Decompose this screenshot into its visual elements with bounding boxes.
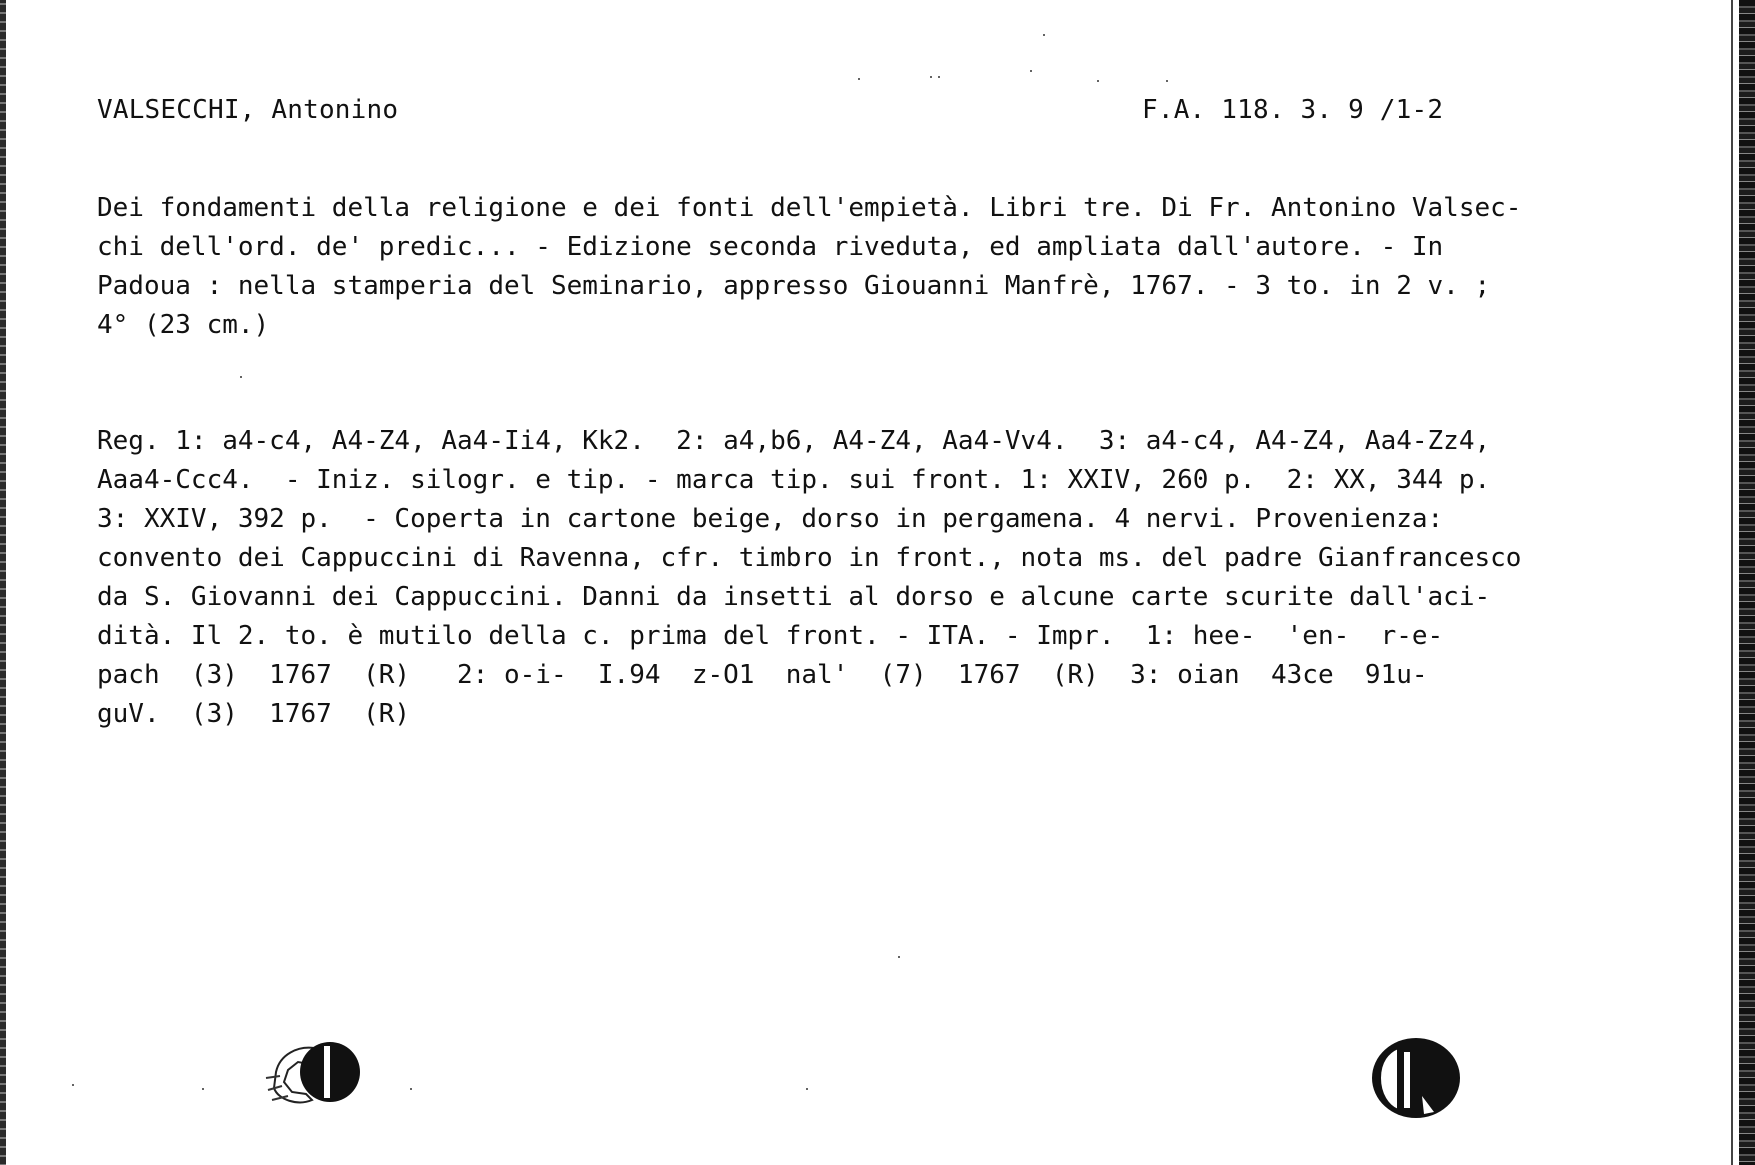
notes-line: pach (3) 1767 (R) 2: o-i- I.94 z-O1 nal' (7) 1767 (R) 3: oian 43ce 91u- xyxy=(97,660,1428,690)
notes-line: 3: XXIV, 392 p. - Coperta in cartone beige, dorso in pergamena. 4 nervi. Provenienza: xyxy=(97,504,1444,534)
notes-line: Reg. 1: a4-c4, A4-Z4, Aa4-Ii4, Kk2. 2: a4,b6, A4-Z4, Aa4-Vv4. 3: a4-c4, A4-Z4, Aa4-Zz4, xyxy=(97,426,1491,456)
scan-speck xyxy=(240,376,242,378)
bibliographic-description xyxy=(97,189,1657,345)
scan-speck xyxy=(202,1088,204,1090)
notes-line: Aaa4-Ccc4. - Iniz. silogr. e tip. - marca tip. sui front. 1: XXIV, 260 p. 2: XX, 344 p. xyxy=(97,465,1491,495)
punch-hole-right xyxy=(1362,1034,1472,1124)
scan-speck xyxy=(1097,80,1099,82)
punch-hole-left xyxy=(258,1034,368,1114)
scan-speck xyxy=(410,1088,412,1090)
scan-speck xyxy=(1030,70,1032,72)
notes-section xyxy=(97,422,1657,734)
scan-speck xyxy=(898,956,900,958)
scan-speck xyxy=(72,1084,74,1086)
notes-line: guV. (3) 1767 (R) xyxy=(97,699,411,729)
scan-speck xyxy=(1043,34,1045,36)
notes-line: da S. Giovanni dei Cappuccini. Danni da insetti al dorso e alcune carte scurite dall'aci- xyxy=(97,582,1491,612)
scan-speck xyxy=(806,1088,808,1090)
notes-line: convento dei Cappuccini di Ravenna, cfr. timbro in front., nota ms. del padre Gianfrancesco xyxy=(97,543,1522,573)
film-edge-left xyxy=(0,0,6,1165)
film-edge-right xyxy=(1739,0,1755,1165)
description-line: 4° (23 cm.) xyxy=(97,310,270,340)
notes-line: dità. Il 2. to. è mutilo della c. prima del front. - ITA. - Impr. 1: hee- 'en- r-e- xyxy=(97,621,1444,651)
scan-speck xyxy=(938,76,940,78)
scan-speck xyxy=(930,76,932,78)
shelfmark: F.A. 118. 3. 9 /1-2 xyxy=(1142,95,1444,125)
description-line: chi dell'ord. de' predic... - Edizione seconda riveduta, ed ampliata dall'autore. - In xyxy=(97,232,1444,262)
description-line: Dei fondamenti della religione e dei fonti dell'empietà. Libri tre. Di Fr. Antonino Valsec- xyxy=(97,193,1522,223)
author-heading: VALSECCHI, Antonino xyxy=(97,95,399,125)
scan-speck xyxy=(1166,80,1168,82)
film-edge-right-line xyxy=(1731,0,1733,1165)
scan-speck xyxy=(858,78,860,80)
description-line: Padoua : nella stamperia del Seminario, appresso Giouanni Manfrè, 1767. - 3 to. in 2 v. ; xyxy=(97,271,1491,301)
